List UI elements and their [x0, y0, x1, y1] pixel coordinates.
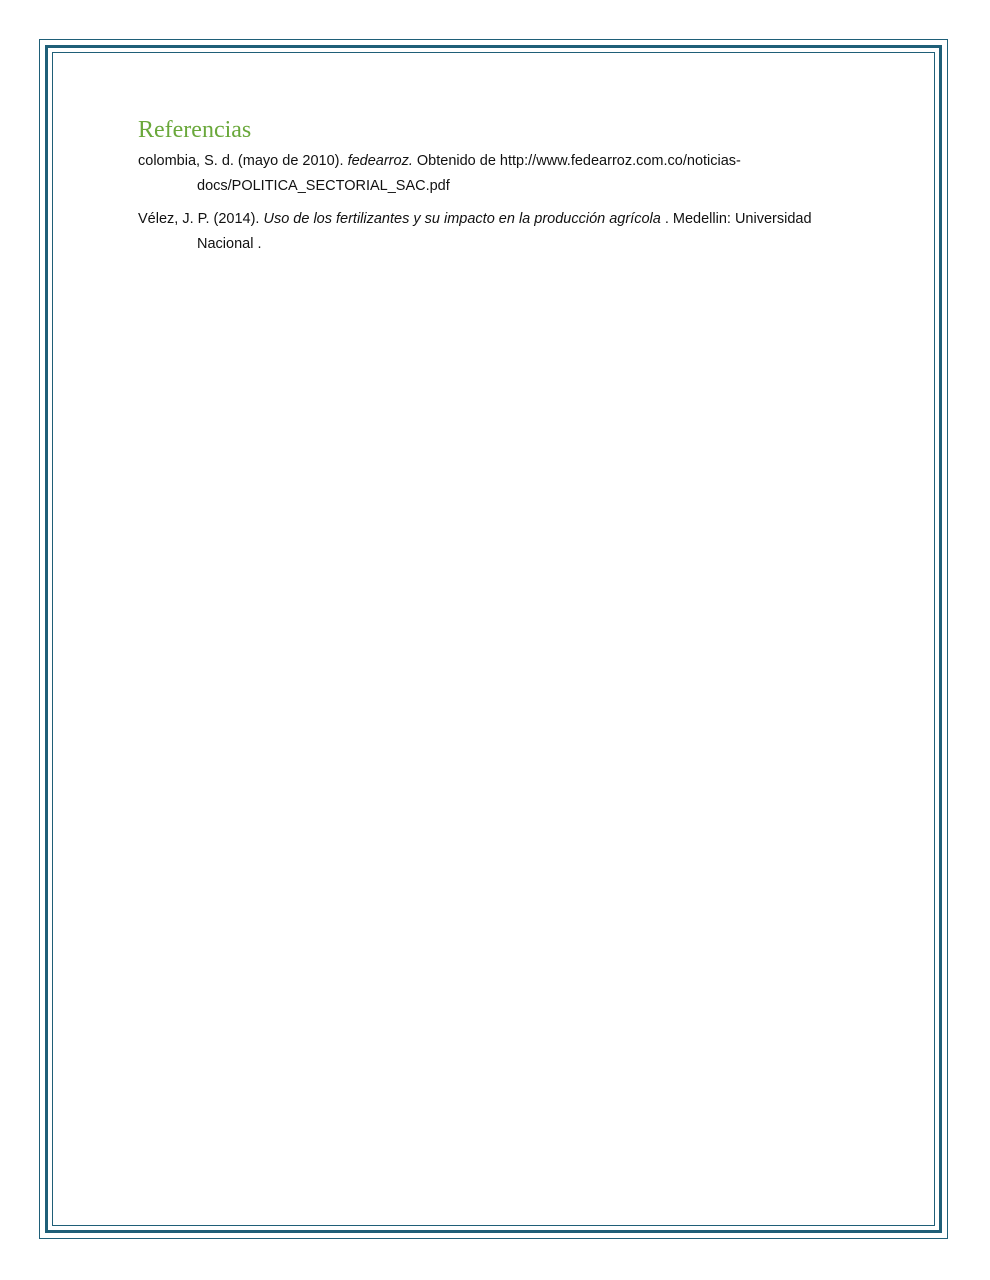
document-content — [138, 113, 838, 265]
reference-authors: colombia, S. d. (mayo de 2010). — [138, 153, 348, 169]
reference-authors: Vélez, J. P. (2014). — [138, 211, 264, 227]
reference-title: fedearroz. — [347, 153, 413, 169]
reference-entry — [138, 207, 838, 257]
references-heading: Referencias — [138, 117, 252, 143]
reference-title: Uso de los fertilizantes y su impacto en la producción agrícola — [263, 211, 661, 227]
reference-details: . Medellin: Universidad Nacional . — [197, 211, 812, 252]
reference-entry — [138, 149, 838, 199]
reference-details: Obtenido de http://www.fedearroz.com.co/noticias-docs/POLITICA_SECTORIAL_SAC.pdf — [197, 153, 741, 194]
